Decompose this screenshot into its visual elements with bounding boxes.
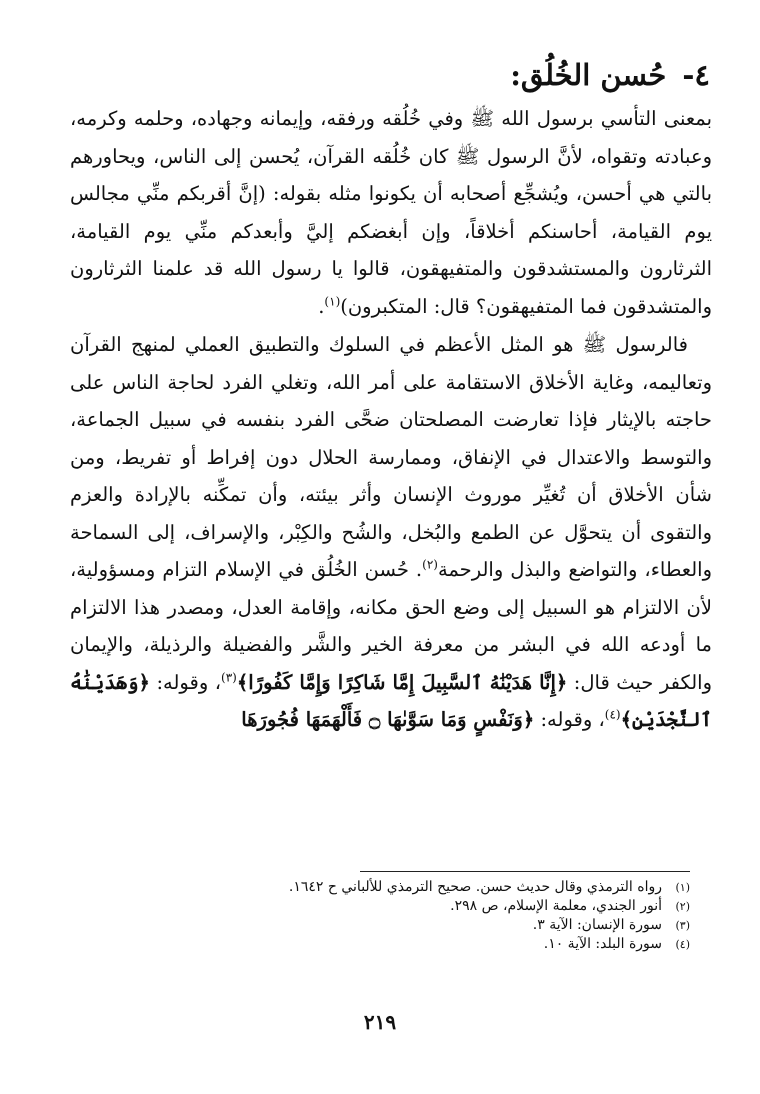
quran-verse-balad: ﴿وَهَدَيْنَٰهُ ٱلنَّجْدَيْنِ﴾ (70, 670, 712, 731)
footnote-text: رواه الترمذي وقال حديث حسن. صحيح الترمذي للألباني ح ١٦٤٢. (288, 879, 662, 895)
footnote-mark: (٢) (675, 900, 690, 913)
footnote-mark: (٣) (675, 919, 690, 932)
paragraph-2-text: فالرسول ﷺ هو المثل الأعظم في السلوك والتطبيق العملي لمنهج القرآن وتعاليمه، وغاية الأخلاق الاستقامة على أمر الله، وتغلي الفرد لحاجة الناس على حاجته بالإيثار فإذا تعارضت المصلحتان ضحَّى الفرد بنفسه في سبيل الجماعة، والتوسط والاعتدال في الإنفاق، وممارسة الحلال دون إفراط أو تفريط، ومن شأن الأخلاق أن تُغيِّر موروث الإنسان وأثر بيئته، وأن تمكِّنه بالإرادة والعزم والتقوى أن يتحوَّل عن الطمع والبُخل، والشُح والكِبْر، والإسراف، إلى السماحة والعطاء، والتواضع والبذل والرحمة (70, 333, 712, 581)
footnote-mark: (١) (675, 881, 690, 894)
footnote-divider (360, 871, 690, 872)
footnote-4 (130, 935, 690, 954)
footnote-2 (130, 897, 690, 916)
footnote-ref-4[interactable]: (٤) (604, 707, 621, 722)
quran-verse-insan: ﴿إِنَّا هَدَيْنَٰهُ ٱلسَّبِيلَ إِمَّا شَاكِرًا وَإِمَّا كَفُورًا﴾ (236, 670, 568, 694)
sentence-separator: . (408, 558, 423, 581)
section-heading (70, 50, 710, 100)
paragraph-2 (70, 326, 712, 739)
page-number: ٢١٩ (363, 1010, 397, 1034)
page-content (70, 40, 712, 739)
quran-verse-shams: ﴿وَنَفْسٍ وَمَا سَوَّىٰهَا ۝ فَأَلْهَمَهَا فُجُورَهَا (241, 708, 535, 731)
connector-text-1: ، وقوله: (156, 670, 222, 694)
section-number: ٤- (682, 58, 710, 92)
paragraph-2-continued: حُسن الخُلُق في الإسلام التزام ومسؤولية، لأن الالتزام هو السبيل إلى وضع الحق مكانه، وإقامة العدل، ومصدر هذا الالتزام ما أودعه الله في البشر من معرفة الخير والشَّر والفضيلة والرذيلة، والإيمان والكفر حيث قال: (70, 558, 713, 694)
sentence-end: . (318, 294, 325, 318)
paragraph-1-text: بمعنى التأسي برسول الله ﷺ وفي خُلُقه ورفقه، وإيمانه وجهاده، وحلمه وكرمه، وعبادته وتقواه، لأنَّ الرسول ﷺ كان خُلُقه القرآن، يُحسن إلى الناس، ويحاورهم بالتي هي أحسن، ويُشجِّع أصحابه أن يكونوا مثله بقوله: (إنَّ أقربكم منِّي مجالس يوم القيامة، أحاسنكم أخلاقاً، وإن أبغضكم إليَّ وأبعدكم منِّي يوم القيامة، الثرثارون والمستشدقون والمتفيهقون، قالوا يا رسول الله قد علمنا الثرثارون والمتشدقون فما المتفيهقون؟ قال: المتكبرون) (70, 107, 712, 318)
footnote-1 (130, 878, 690, 897)
footnote-text: أنور الجندي، معلمة الإسلام، ص ٢٩٨. (450, 898, 662, 914)
footnotes (130, 878, 690, 954)
section-title: حُسن الخُلُق: (510, 58, 667, 92)
footnote-ref-3[interactable]: (٣) (221, 670, 237, 684)
connector-text-2: ، وقوله: (540, 708, 605, 731)
paragraph-1 (70, 100, 712, 325)
footnote-text: سورة الإنسان: الآية ٣. (532, 917, 662, 933)
footnote-3 (130, 916, 690, 935)
footnote-ref-2[interactable]: (٢) (422, 557, 438, 572)
footnote-ref-1[interactable]: (١) (324, 294, 341, 308)
footnote-mark: (٤) (675, 938, 690, 951)
footnote-text: سورة البلد: الآية ١٠. (543, 936, 662, 952)
